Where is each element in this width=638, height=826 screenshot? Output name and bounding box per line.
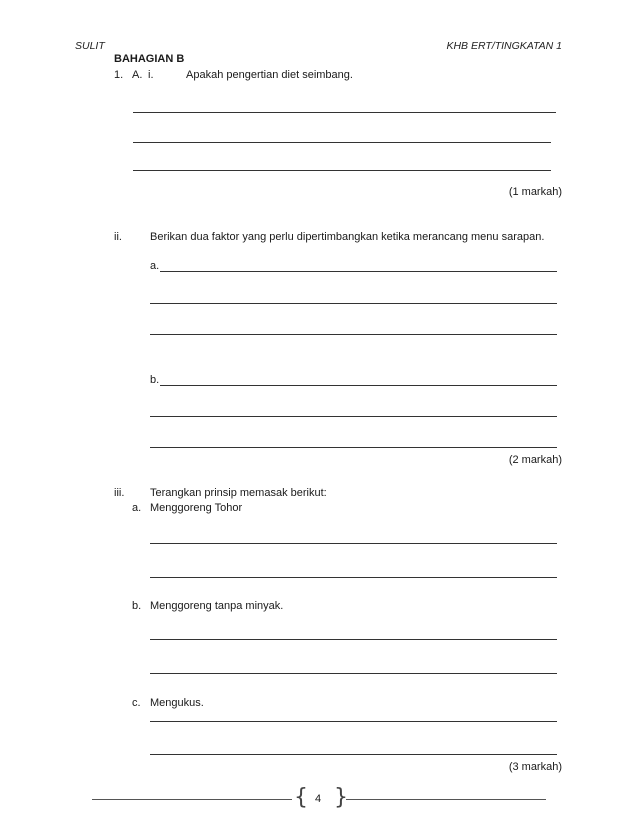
answer-line[interactable] (150, 543, 557, 544)
right-brace-icon: } (334, 785, 348, 810)
question-sub-ii: ii. (114, 231, 122, 243)
question-i-text: Apakah pengertian diet seimbang. (186, 69, 353, 81)
question-sub-iii: iii. (114, 487, 125, 499)
item-c-text: Mengukus. (150, 697, 204, 709)
footer-rule-left (92, 799, 292, 800)
answer-line[interactable] (150, 754, 557, 755)
answer-line[interactable] (133, 112, 556, 113)
answer-line[interactable] (150, 639, 557, 640)
marks-label: (1 markah) (508, 186, 562, 198)
item-a-label: a. (132, 502, 142, 514)
answer-line[interactable] (150, 334, 557, 335)
item-b-text: Menggoreng tanpa minyak. (150, 600, 284, 612)
item-c-label: c. (132, 697, 141, 709)
option-a-label: a. (150, 260, 160, 272)
question-sub-i: i. (148, 69, 154, 81)
answer-line[interactable] (160, 385, 557, 386)
header-right: KHB ERT/TINGKATAN 1 (446, 40, 562, 52)
answer-line[interactable] (150, 303, 557, 304)
item-a-text: Menggoreng Tohor (150, 502, 243, 514)
section-title: BAHAGIAN B (114, 53, 185, 65)
left-brace-icon: { (294, 785, 308, 810)
option-b-label: b. (150, 374, 160, 386)
header-left: SULIT (75, 40, 105, 52)
answer-line[interactable] (133, 142, 551, 143)
marks-label: (3 markah) (508, 761, 562, 773)
answer-line[interactable] (150, 416, 557, 417)
answer-line[interactable] (150, 673, 557, 674)
marks-label: (2 markah) (508, 454, 562, 466)
answer-line[interactable] (150, 447, 557, 448)
question-part: A. (132, 69, 143, 81)
answer-line[interactable] (160, 271, 557, 272)
question-iii-text: Terangkan prinsip memasak berikut: (150, 487, 327, 499)
page-number: 4 (315, 793, 322, 805)
answer-line[interactable] (150, 577, 557, 578)
item-b-label: b. (132, 600, 142, 612)
question-number: 1. (114, 69, 124, 81)
answer-line[interactable] (133, 170, 551, 171)
footer-rule-right (346, 799, 546, 800)
answer-line[interactable] (150, 721, 557, 722)
question-ii-text: Berikan dua faktor yang perlu dipertimbangkan ketika merancang menu sarapan. (150, 231, 545, 243)
